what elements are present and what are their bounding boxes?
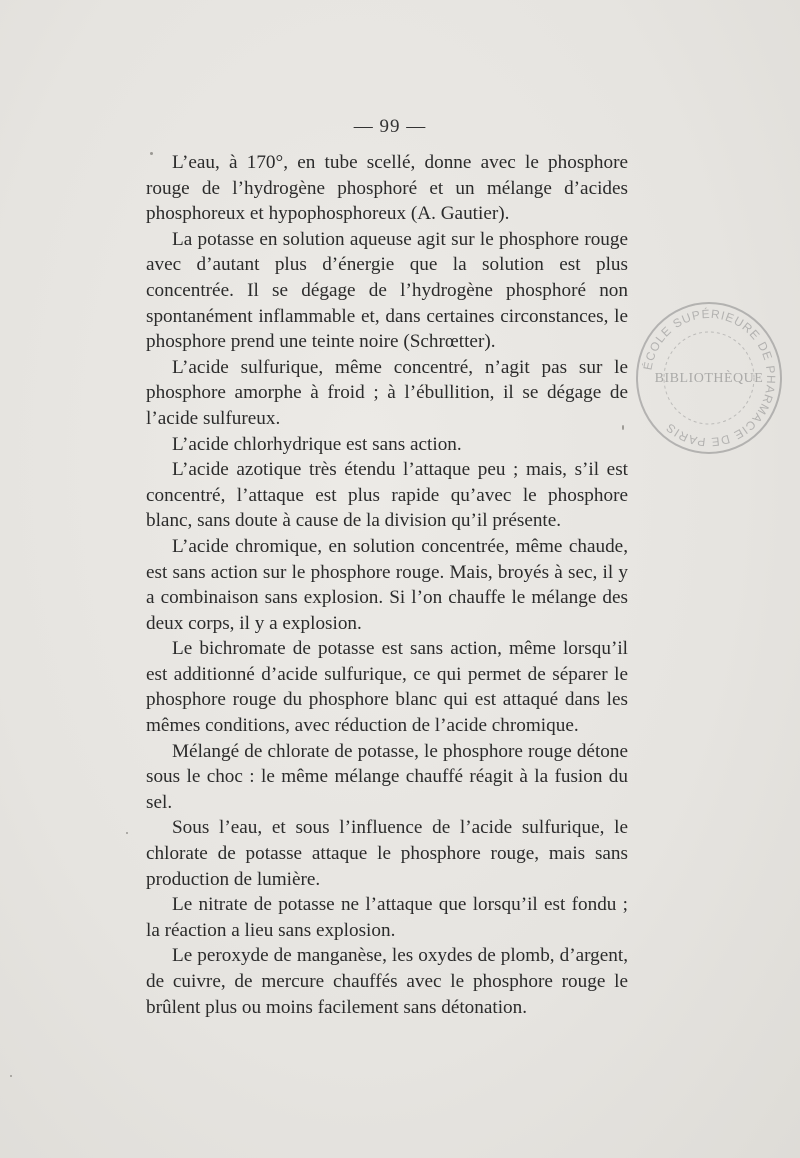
paragraph-chromic-acid: L’acide chromique, en solution concentrée, même chaude, est sans action sur le phosphore rouge. Mais, broyés à sec, il y a combinaison sans explosion. Si l’on chauffe le mélange des deux corps, il y a explosion. <box>146 535 628 634</box>
paragraph-water: L’eau, à 170°, en tube scellé, donne avec le phosphore rouge de l’hydrogène phosphoré et un mélange d’acides phosphoreux et hypophosphoreux (A. Gautier). <box>146 152 628 225</box>
paragraph-oxides: Le peroxyde de manganèse, les oxydes de plomb, d’argent, de cuivre, de mercure chauffés avec le phosphore rouge le brûlent plus ou moins facilement sans détonation. <box>146 945 628 1018</box>
paragraph-chlorate-water: Sous l’eau, et sous l’influence de l’acide sulfurique, le chlorate de potasse attaque le phosphore rouge, mais sans production de lumière. <box>146 817 628 890</box>
body-text <box>146 150 628 1020</box>
paragraph-chlorate-shock: Mélangé de chlorate de potasse, le phosphore rouge détone sous le choc : le même mélange chauffé réagit à la fusion du sel. <box>146 740 628 813</box>
paragraph-sulfuric-acid: L’acide sulfurique, même concentré, n’agit pas sur le phosphore amorphe à froid ; à l’ébullition, il se dégage de l’acide sulfureux. <box>146 356 628 429</box>
paragraph-hydrochloric-acid: L’acide chlorhydrique est sans action. <box>172 433 462 455</box>
paper-speck <box>150 152 153 155</box>
stamp-center-text: BIBLIOTHÈQUE <box>654 371 764 386</box>
paragraph-bichromate: Le bichromate de potasse est sans action, même lorsqu’il est additionné d’acide sulfurique, ce qui permet de séparer le phosphore rouge du phosphore blanc qui est attaqué dans les mêmes conditions, avec réduction de l’acide chromique. <box>146 638 628 737</box>
paragraph-potash: La potasse en solution aqueuse agit sur le phosphore rouge avec d’autant plus d’énergie que la solution est plus concentrée. Il se dégage de l’hydrogène phosphoré non spontanément inflammable et, dans certaines circonstances, le phosphore prend une teinte noire (Schrœtter). <box>146 228 628 353</box>
page-number: — 99 — <box>353 116 427 137</box>
paper-speck <box>10 1075 12 1077</box>
paper-speck <box>622 425 624 430</box>
paragraph-nitric-acid: L’acide azotique très étendu l’attaque peu ; mais, s’il est concentré, l’attaque est plus rapide qu’avec le phosphore blanc, sans doute à cause de la division qu’il présente. <box>146 459 628 532</box>
library-stamp <box>633 298 785 458</box>
paper-speck <box>126 832 128 834</box>
paragraph-nitrate: Le nitrate de potasse ne l’attaque que lorsqu’il est fondu ; la réaction a lieu sans explosion. <box>146 894 628 941</box>
svg-text:ÉCOLE SUPÉRIEURE DE PHARMACIE: ÉCOLE SUPÉRIEURE DE PHARMACIE DE PARIS <box>640 306 779 450</box>
